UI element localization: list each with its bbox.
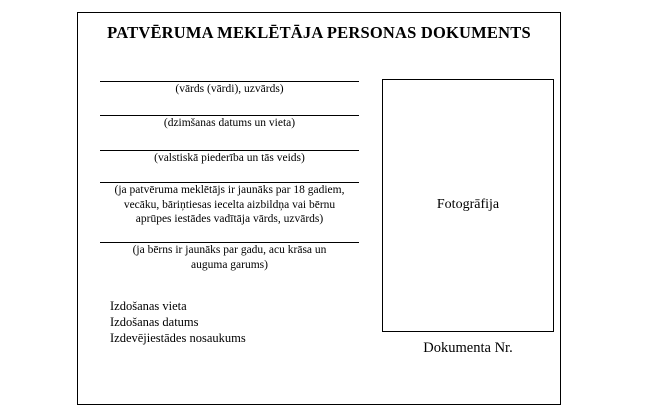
document-number-label: Dokumenta Nr. xyxy=(423,340,513,356)
field-caption: (ja patvēruma meklētājs ir jaunāks par 18 gadiem, vecāku, bāriņtiesas iecelta aizbildņa vai bērnu aprūpes iestādes vadītāja vārds, uzvārds) xyxy=(114,184,345,225)
field-caption: (dzimšanas datums un vieta) xyxy=(163,117,296,129)
field-guardian xyxy=(100,182,359,227)
issue-place-label: Izdošanas vieta xyxy=(110,299,187,313)
document-frame xyxy=(77,12,561,405)
field-caption: (vārds (vārdi), uzvārds) xyxy=(175,83,284,95)
field-child-features xyxy=(100,242,359,272)
field-birth xyxy=(100,115,359,131)
field-name xyxy=(100,81,359,97)
issue-info xyxy=(110,298,246,346)
issue-date-label: Izdošanas datums xyxy=(110,315,199,329)
photo-box xyxy=(382,79,554,332)
field-caption: (ja bērns ir jaunāks par gadu, acu krāsa un auguma garums) xyxy=(132,244,327,271)
issuer-label: Izdevējiestādes nosaukums xyxy=(110,331,246,345)
field-nationality xyxy=(100,150,359,166)
document-title: PATVĒRUMA MEKLĒTĀJA PERSONAS DOKUMENTS xyxy=(107,23,531,42)
field-caption: (valstiskā piederība un tās veids) xyxy=(154,152,305,164)
photo-label: Fotogrāfija xyxy=(436,197,500,212)
